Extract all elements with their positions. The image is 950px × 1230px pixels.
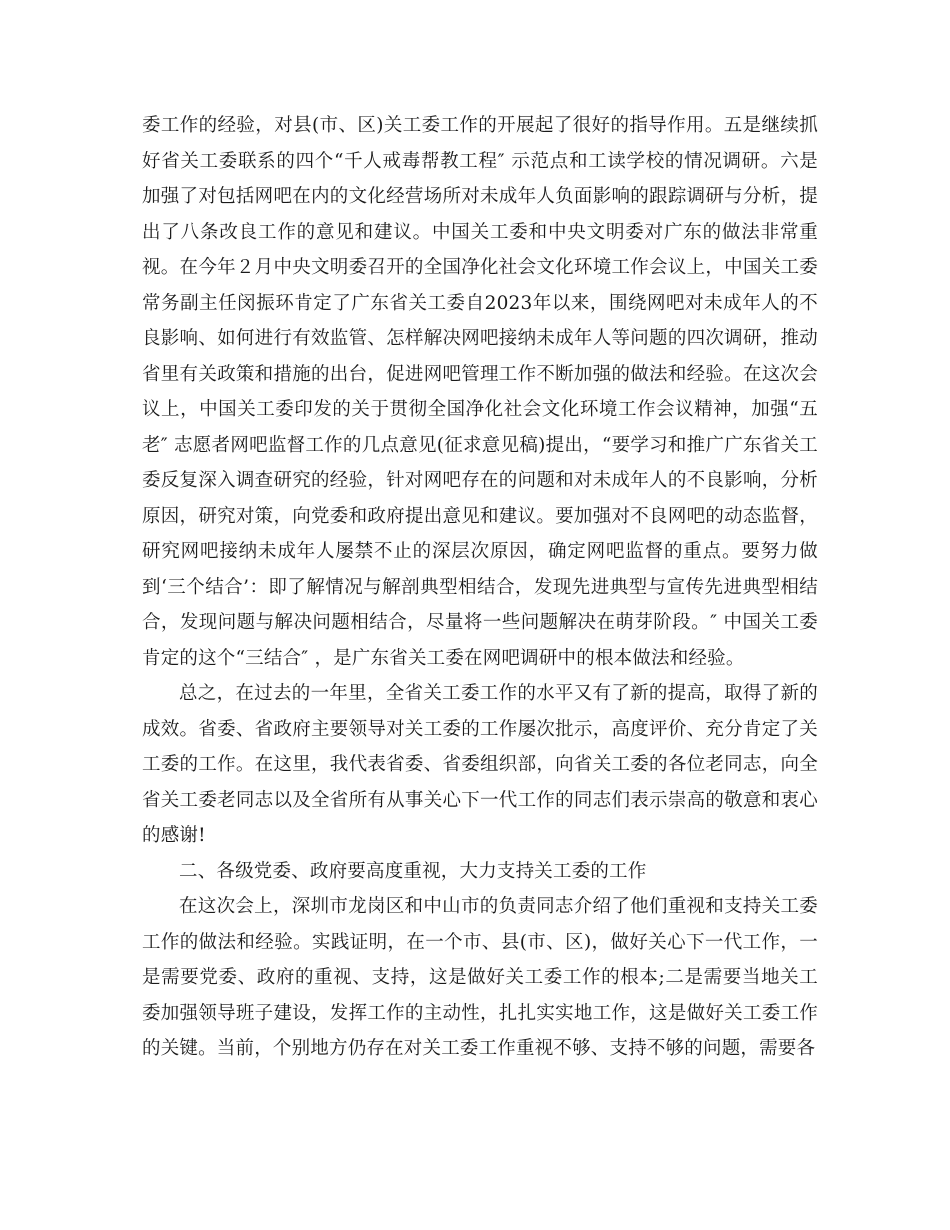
paragraph-continued-work-summary: 委工作的经验，对县(市、区)关工委工作的开展起了很好的指导作用。五是继续抓好省关工委联系的四个“千人戒毒帮教工程″ 示范点和工读学校的情况调研。六是加强了对包括网吧在内的文化经营场所对未成年人负面影响的跟踪调研与分析，提出了八条改良工作的意见和建议。中国关工委和中央文明委对广东的做法非常重视。在今年２月中央文明委召开的全国净化社会文化环境工作会议上，中国关工委常务副主任闵振环肯定了广东省关工委自2023年以来，围绕网吧对未成年人的不良影响、如何进行有效监管、怎样解决网吧接纳未成年人等问题的四次调研，推动省里有关政策和措施的出台，促进网吧管理工作不断加强的做法和经验。在这次会议上，中国关工委印发的关于贯彻全国净化社会文化环境工作会议精神，加强“五老″ 志愿者网吧监督工作的几点意见(征求意见稿)提出，“要学习和推广广东省关工委反复深入调查研究的经验，针对网吧存在的问题和对未成年人的不良影响，分析原因，研究对策，向党委和政府提出意见和建议。要加强对不良网吧的动态监督，研究网吧接纳未成年人屡禁不止的深层次原因，确定网吧监督的重点。要努力做到‘三个结合’：即了解情况与解剖典型相结合，发现先进典型与宣传先进典型相结合，发现问题与解决问题相结合，尽量将一些问题解决在萌芽阶段。″ 中国关工委肯定的这个“三结合″ ，是广东省关工委在网吧调研中的根本做法和经验。 bbox=[142, 115, 818, 669]
document-body bbox=[142, 108, 818, 1067]
section-heading-party-support: 二、各级党委、政府要高度重视，大力支持关工委的工作 bbox=[179, 860, 647, 882]
paragraph-meeting-experience: 在这次会上，深圳市龙岗区和中山市的负责同志介绍了他们重视和支持关工委工作的做法和经验。实践证明，在一个市、县(市、区)，做好关心下一代工作，一是需要党委、政府的重视、支持，这是做好关工委工作的根本;二是需要当地关工委加强领导班子建设，发挥工作的主动性，扎扎实实地工作，这是做好关工委工作的关键。当前，个别地方仍存在对关工委工作重视不够、支持不够的问题，需要各 bbox=[142, 896, 818, 1059]
paragraph-conclusion-thanks: 总之，在过去的一年里，全省关工委工作的水平又有了新的提高，取得了新的成效。省委、省政府主要领导对关工委的工作屡次批示，高度评价、充分肯定了关工委的工作。在这里，我代表省委、省委组织部，向省关工委的各位老同志，向全省关工委老同志以及全省所有从事关心下一代工作的同志们表示崇高的敬意和衷心的感谢! bbox=[142, 683, 818, 846]
